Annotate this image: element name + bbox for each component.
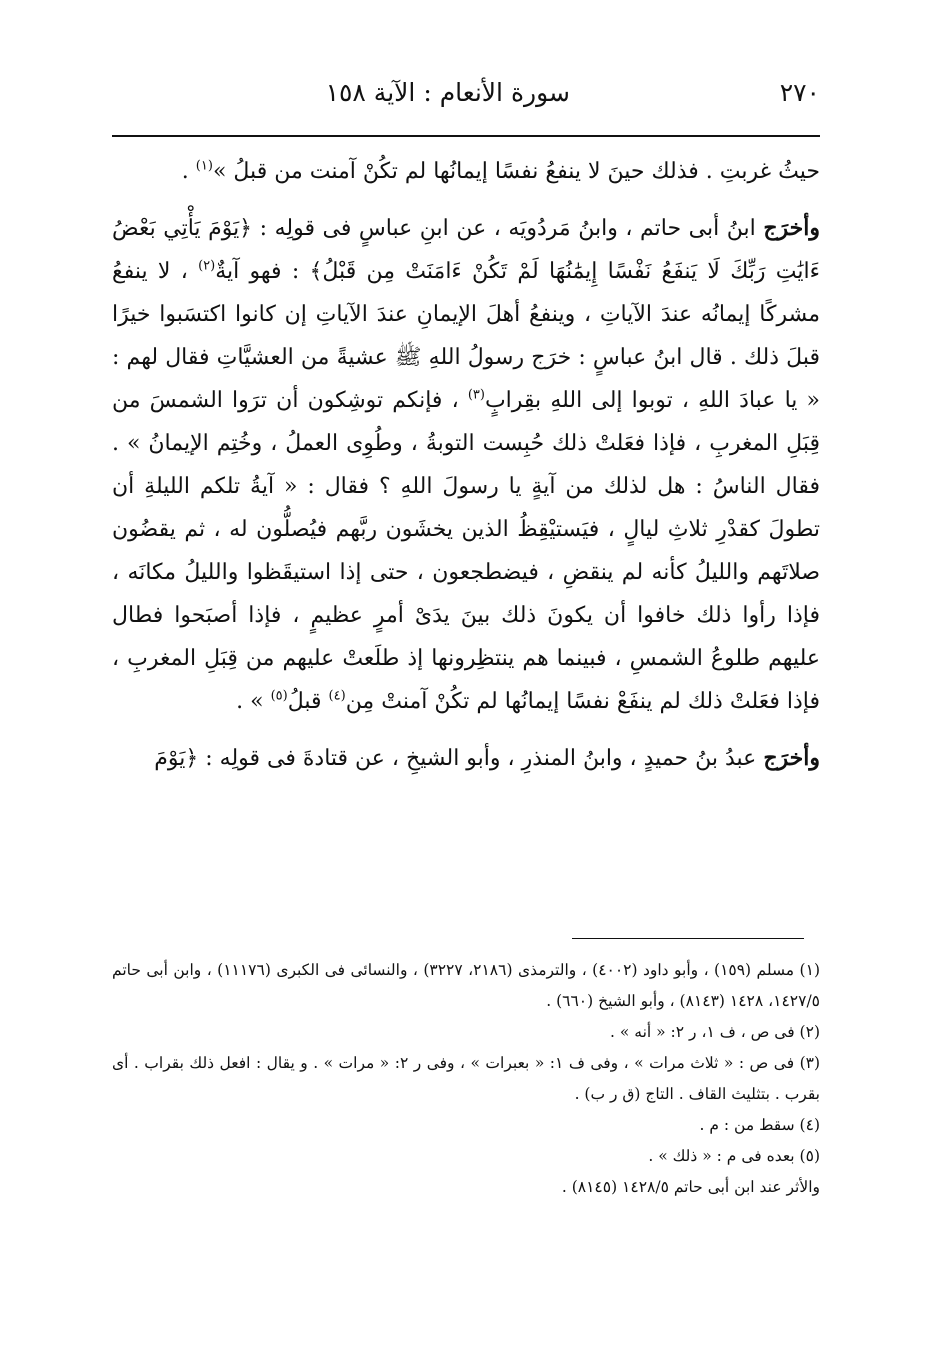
footnote-marker: (٣) [467, 387, 485, 403]
paragraph-text: ، فإنكم توشِكون أن ترَوا الشمسَ من قِبَلِ المغربِ ، فإذا فعَلتْ ذلك حُبِست التوبةُ ، وطُوِى العملُ ، وخُتِم الإيمانُ » . فقال الناسُ : هل لذلك من آيةٍ يا رسولَ اللهِ ؟ فقال : « آيةُ تلكم الليلةِ أن تطولَ كقدْرِ ثلاثِ ليالٍ ، فيَستيْقِظُ الذين يخشَون ربَّهم فيُصلُّون له ، ثم يقضُون صلاتَهم والليلُ كأنه لم ينقضِ ، فيضطجعون ، حتى إذا استيقَظوا والليلُ مكانَه ، فإذا رأوا ذلك خافوا أن يكونَ ذلك بينَ يدَىْ أمرٍ عظيمٍ ، فإذا أصبَحوا فطال عليهم طلوعُ الشمسِ ، فبينما هم ينتظِرونها إذ طلَعتْ عليهم من قِبَلِ المغربِ ، فإذا فعَلتْ ذلك لم ينفَعْ نفسًا إيمانُها لم تكُنْ آمنتْ مِن [112, 388, 820, 714]
header-divider [112, 135, 820, 137]
footnote-marker: (٤) [328, 688, 346, 704]
paragraph-3 [112, 737, 820, 780]
main-text [112, 150, 820, 780]
paragraph-text: ، لا ينفعُ مشركًا إيمانُه عندَ الآياتِ ، وينفعُ أهلَ الإيمانِ عندَ الآياتِ إن كانوا اكتسَبوا خيرًا قبلَ ذلك . قال ابنُ عباسٍ : خرَج رسولُ اللهِ ﷺ عشيةً من العشيَّاتِ فقال لهم : « يا عبادَ اللهِ ، توبوا إلى اللهِ بقِرابٍ [112, 259, 820, 413]
paragraph-2 [112, 207, 820, 723]
lead-word: وأخرَج [763, 215, 820, 241]
footnote-5: (٥) بعده فى م : « ذلك » . [648, 1147, 820, 1165]
footnote-2: (٢) فى ص ، ف ١، ر ٢: « أنه » . [610, 1023, 820, 1041]
footnote-marker: (٥) [270, 688, 288, 704]
paragraph-text: حيثُ غربتِ . فذلك حينَ لا ينفعُ نفسًا إيمانُها لم تكُنْ آمنت من قبلُ » [212, 159, 820, 184]
footnote-3: (٣) فى ص : « ثلاث مرات » ، وفى ف ١: « بعبرات » ، وفى ر ٢: « مرات » . و يقال : افعل ذلك بقراب . أى بقرب . بتثليث القاف . التاج (ق ر ب) . [112, 1054, 821, 1103]
paragraph-text: عبدُ بنُ حميدٍ ، وابنُ المنذرِ ، وأبو الشيخِ ، عن قتادةَ فى قولِه : ﴿يَوْمَ [154, 746, 764, 771]
page-header [112, 78, 820, 118]
paragraph-text: . [181, 159, 196, 184]
footnote-divider [572, 938, 804, 939]
footnote-marker: (٢) [198, 258, 216, 274]
running-title: سورة الأنعام : الآية ١٥٨ [325, 78, 570, 107]
page-number: ٢٧٠ [779, 78, 820, 107]
footnotes [112, 955, 820, 1203]
lead-word: وأخرَج [763, 745, 820, 771]
paragraph-1 [112, 150, 820, 193]
paragraph-text: قبلُ [287, 689, 329, 714]
footnote-1: (١) مسلم (١٥٩) ، وأبو داود (٤٠٠٢) ، والترمذى (٢١٨٦، ٣٢٢٧) ، والنسائى فى الكبرى (١١١٧٦) ، وابن أبى حاتم ١٤٢٧/٥، ١٤٢٨ (٨١٤٣) ، وأبو الشيخ (٦٦٠) . [112, 961, 820, 1010]
paragraph-text: » . [236, 689, 271, 714]
paragraph-text: ابنُ أبى حاتم ، وابنُ مَردُويَه ، عن ابنِ عباسٍ فى قولِه : ﴿يَوْمَ يَأْتِي بَعْضُ ءَايَٰتِ رَبِّكَ لَا يَنفَعُ نَفْسًا إِيمَٰنُهَا لَمْ تَكُنْ ءَامَنَتْ مِن قَبْلُ﴾ : فهو آيةٌ [112, 216, 820, 284]
footnote-marker: (١) [195, 158, 213, 174]
footnote-4: (٤) سقط من : م . [699, 1116, 820, 1134]
footnote-source: والأثر عند ابن أبى حاتم ١٤٢٨/٥ (٨١٤٥) . [561, 1178, 820, 1196]
